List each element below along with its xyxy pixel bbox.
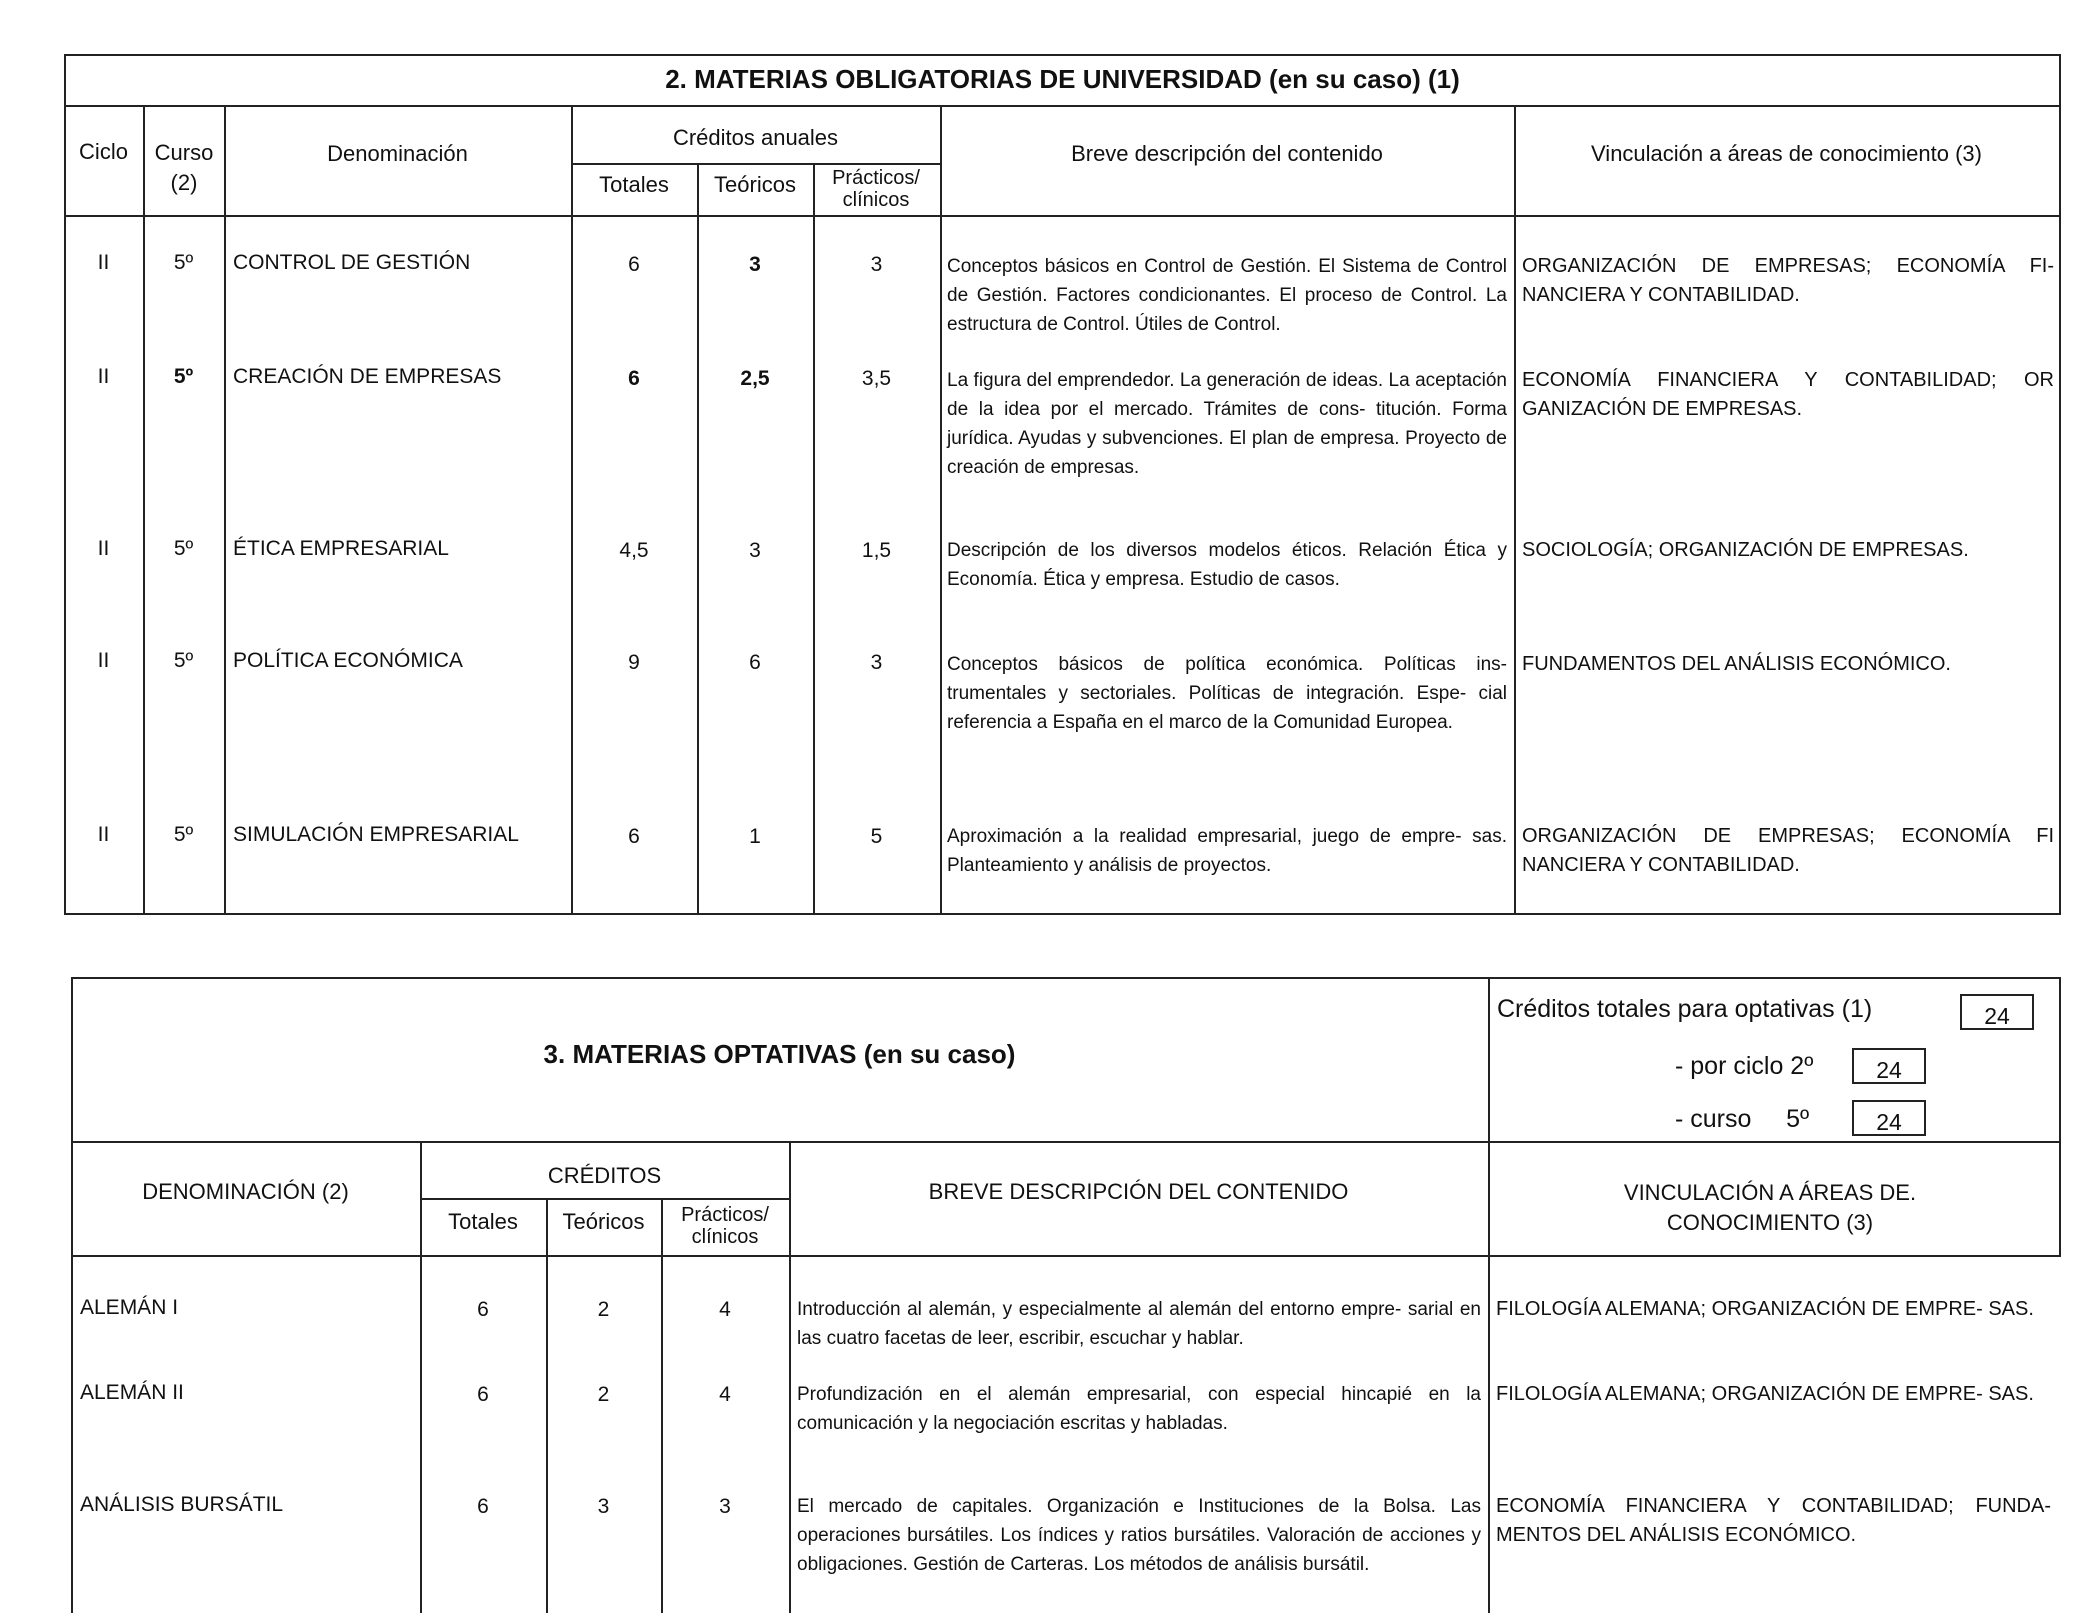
cell-teoricos: 3 xyxy=(749,253,761,276)
cell-vinculacion: FILOLOGÍA ALEMANA; ORGANIZACIÓN DE EMPRE- SAS. xyxy=(1496,1298,2034,1320)
cell-denominacion: CREACIÓN DE EMPRESAS xyxy=(233,365,502,388)
header-totales: Totales xyxy=(599,172,669,197)
cell-teoricos: 2,5 xyxy=(740,367,770,390)
header-practicos: Prácticos/ clínicos xyxy=(832,167,920,211)
cell-practicos: 3 xyxy=(719,1495,731,1518)
cell-totales: 6 xyxy=(477,1495,489,1518)
header-teoricos: Teóricos xyxy=(562,1209,645,1234)
cell-vinculacion: FUNDAMENTOS DEL ANÁLISIS ECONÓMICO. xyxy=(1522,653,1951,675)
cell-vinculacion: SOCIOLOGÍA; ORGANIZACIÓN DE EMPRESAS. xyxy=(1522,539,1969,561)
header-creditos-anuales: Créditos anuales xyxy=(672,125,839,150)
header-denominacion: DENOMINACIÓN (2) xyxy=(142,1179,349,1204)
cell-totales: 6 xyxy=(477,1383,489,1406)
section2-title: 2. MATERIAS OBLIGATORIAS DE UNIVERSIDAD (en su caso) (1) xyxy=(665,64,1460,94)
cell-teoricos: 3 xyxy=(597,1495,610,1518)
cell-totales: 6 xyxy=(628,367,640,390)
credits-ciclo-label: - por ciclo 2º xyxy=(1675,1052,1814,1080)
cell-practicos: 1,5 xyxy=(861,539,892,562)
credits-curso-label: - curso 5º xyxy=(1675,1105,1810,1133)
cell-practicos: 5 xyxy=(870,825,883,848)
cell-denominacion: ALEMÁN I xyxy=(80,1296,179,1319)
cell-totales: 6 xyxy=(628,253,640,276)
credits-total-box: 24 xyxy=(1960,994,2034,1030)
cell-practicos: 4 xyxy=(719,1298,731,1321)
header-descripcion: Breve descripción del contenido xyxy=(1071,141,1383,166)
cell-teoricos: 2 xyxy=(597,1298,610,1321)
cell-totales: 6 xyxy=(628,825,640,848)
header-ciclo: Ciclo xyxy=(79,139,128,164)
cell-practicos: 4 xyxy=(719,1383,731,1406)
cell-vinculacion: ORGANIZACIÓN DE EMPRESAS; ECONOMÍA FI- NANCIERA Y CONTABILIDAD. xyxy=(1522,255,2054,306)
header-denominacion: Denominación xyxy=(327,141,468,166)
cell-vinculacion: ORGANIZACIÓN DE EMPRESAS; ECONOMÍA FI NANCIERA Y CONTABILIDAD. xyxy=(1522,825,2054,876)
cell-teoricos: 3 xyxy=(749,539,761,562)
cell-descripcion: Descripción de los diversos modelos éticos. Relación Ética y Economía. Ética y empresa. Estudio de casos. xyxy=(947,540,1507,590)
cell-vinculacion: ECONOMÍA FINANCIERA Y CONTABILIDAD; FUNDA- MENTOS DEL ANÁLISIS ECONÓMICO. xyxy=(1496,1495,2051,1546)
cell-descripcion: La figura del emprendedor. La generación de ideas. La aceptación de la idea por el mercado. Trámites de cons- titución. Forma jurídica. Ayudas y subvenciones. El plan de empresa. Proyecto de creación de empresas. xyxy=(947,370,1507,478)
cell-teoricos: 6 xyxy=(749,651,761,674)
cell-descripcion: Aproximación a la realidad empresarial, juego de empre- sas. Planteamiento y análisis de proyectos. xyxy=(947,826,1507,876)
cell-teoricos: 2 xyxy=(597,1383,610,1406)
cell-totales: 4,5 xyxy=(619,539,649,562)
cell-denominacion: CONTROL DE GESTIÓN xyxy=(233,251,471,274)
header-curso: Curso (2) xyxy=(154,140,214,195)
cell-totales: 9 xyxy=(628,651,640,674)
credits-total-label: Créditos totales para optativas (1) xyxy=(1497,995,1873,1023)
cell-ciclo: II xyxy=(97,251,110,274)
header-totales: Totales xyxy=(448,1209,518,1234)
cell-denominacion: ALEMÁN II xyxy=(80,1381,184,1404)
cell-curso: 5º xyxy=(173,649,194,672)
cell-curso: 5º xyxy=(173,823,194,846)
cell-curso: 5º xyxy=(173,251,194,274)
header-vinculacion: Vinculación a áreas de conocimiento (3) xyxy=(1591,141,1982,166)
cell-vinculacion: ECONOMÍA FINANCIERA Y CONTABILIDAD; OR GANIZACIÓN DE EMPRESAS. xyxy=(1522,369,2054,420)
cell-denominacion: ÉTICA EMPRESARIAL xyxy=(233,537,449,560)
cell-descripcion: El mercado de capitales. Organización e Instituciones de la Bolsa. Las operaciones bursátiles. Los índices y ratios bursátiles. Valoración de acciones y obligaciones. Gestión de Carteras. Los métodos de análisis bursátil. xyxy=(797,1496,1481,1575)
cell-teoricos: 1 xyxy=(749,825,761,848)
header-teoricos: Teóricos xyxy=(714,172,796,197)
cell-ciclo: II xyxy=(97,365,110,388)
cell-descripcion: Conceptos básicos de política económica. Políticas ins- trumentales y sectoriales. Políticas de integración. Espe- cial referencia a España en el marco de la Comunidad Europea. xyxy=(947,654,1507,733)
cell-vinculacion: FILOLOGÍA ALEMANA; ORGANIZACIÓN DE EMPRE- SAS. xyxy=(1496,1383,2034,1405)
cell-denominacion: POLÍTICA ECONÓMICA xyxy=(233,649,463,672)
cell-ciclo: II xyxy=(97,537,110,560)
cell-practicos: 3 xyxy=(870,253,883,276)
cell-curso: 5º xyxy=(173,537,194,560)
cell-curso: 5º xyxy=(173,365,194,388)
header-descripcion: BREVE DESCRIPCIÓN DEL CONTENIDO xyxy=(928,1179,1349,1204)
section3-title: 3. MATERIAS OPTATIVAS (en su caso) xyxy=(543,1039,1016,1069)
cell-ciclo: II xyxy=(97,823,110,846)
header-vinculacion: VINCULACIÓN A ÁREAS DE. CONOCIMIENTO (3) xyxy=(1623,1180,1917,1235)
cell-denominacion: ANÁLISIS BURSÁTIL xyxy=(80,1493,284,1516)
cell-descripcion: Introducción al alemán, y especialmente al alemán del entorno empre- sarial en las cuatro facetas de leer, escribir, escuchar y hablar. xyxy=(797,1299,1481,1349)
credits-curso-box: 24 xyxy=(1852,1100,1926,1136)
cell-descripcion: Conceptos básicos en Control de Gestión. El Sistema de Control de Gestión. Factores condicionantes. El proceso de Control. La estructura de Control. Útiles de Control. xyxy=(947,256,1507,335)
cell-totales: 6 xyxy=(477,1298,489,1321)
cell-denominacion: SIMULACIÓN EMPRESARIAL xyxy=(233,823,519,846)
cell-ciclo: II xyxy=(97,649,110,672)
header-practicos: Prácticos/ clínicos xyxy=(681,1204,769,1248)
cell-practicos: 3 xyxy=(870,651,883,674)
credits-ciclo-box: 24 xyxy=(1852,1048,1926,1084)
header-creditos: CRÉDITOS xyxy=(547,1163,662,1188)
cell-practicos: 3,5 xyxy=(861,367,892,390)
cell-descripcion: Profundización en el alemán empresarial, con especial hincapié en la comunicación y la negociación escritas y habladas. xyxy=(797,1384,1481,1434)
